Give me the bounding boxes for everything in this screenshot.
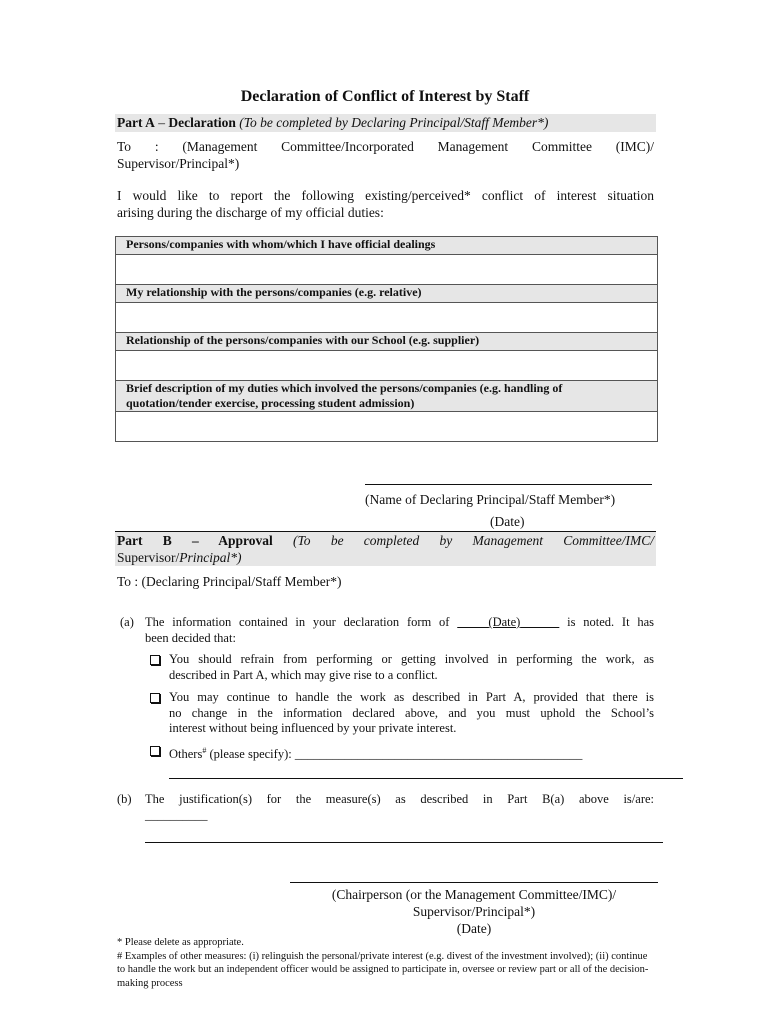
item-b-line2[interactable]: __________ [145, 808, 208, 822]
checkbox-icon [150, 693, 160, 703]
item-a-line1-post: is noted. It has [567, 615, 655, 629]
option3-mark: # [202, 746, 207, 755]
part-a-instruction: (To be completed by Declaring Principal/Staff Member*) [239, 115, 549, 130]
chairperson-signature-line[interactable] [290, 882, 658, 883]
chair-date: (Date) [456, 921, 492, 936]
checkbox-icon [150, 746, 160, 756]
item-a-date: (Date) [488, 615, 521, 629]
item-b-line1: The justification(s) for the measure(s) as described in Part B(a) above is/are: [145, 792, 654, 806]
footnotes [117, 936, 657, 990]
part-a-dash: – [154, 115, 169, 130]
footnote-1: * Please delete as appropriate. [117, 937, 244, 948]
table-field-duties[interactable] [116, 412, 658, 442]
part-b-instruction-line2a: Supervisor/ [117, 550, 180, 565]
option3-checkbox[interactable] [150, 745, 160, 760]
item-a-text [145, 614, 654, 646]
table-header-duties [116, 381, 658, 412]
item-b-label: (b) [117, 792, 132, 806]
option3-label: Others [169, 747, 203, 762]
part-b-header [115, 531, 656, 566]
chair-line1: (Chairperson (or the Management Committee/IMC)/ [331, 887, 617, 902]
part-b-heading: Part B – Approval [117, 533, 273, 548]
part-b-instruction-line2b: Principal*) [179, 550, 242, 565]
chair-line2: Supervisor/Principal*) [412, 904, 536, 919]
checkbox-icon [150, 655, 160, 665]
declaration-table [115, 236, 658, 442]
justification-line[interactable] [145, 842, 663, 843]
table-field-persons[interactable] [116, 255, 658, 285]
declarant-date-caption: (Date) [490, 514, 525, 529]
page-title: Declaration of Conflict of Interest by Staff [240, 88, 530, 105]
table-header-school-relationship: Relationship of the persons/companies with our School (e.g. supplier) [116, 333, 658, 351]
item-b-text [145, 791, 654, 823]
table-header-duties-line1: Brief description of my duties which involved the persons/companies (e.g. handling of [126, 381, 563, 395]
part-a-intro [117, 187, 654, 221]
part-a-to-line2: Supervisor/Principal*) [117, 156, 240, 171]
declarant-name-caption: (Name of Declaring Principal/Staff Member*) [365, 492, 616, 507]
option2-line1: You may continue to handle the work as described in Part A, provided that there is [169, 690, 654, 704]
part-b-instruction-line1: (To be completed by Management Committee/IMC/ [293, 533, 655, 548]
option1-checkbox[interactable] [150, 654, 160, 669]
item-a-label: (a) [120, 615, 134, 629]
option1-line1: You should refrain from performing or getting involved in performing the work, as [169, 652, 654, 666]
option1-text [169, 652, 654, 683]
table-header-relationship: My relationship with the persons/companies (e.g. relative) [116, 285, 658, 303]
table-field-relationship[interactable] [116, 303, 658, 333]
part-a-intro-line1: I would like to report the following existing/perceived* conflict of interest situation [117, 188, 654, 203]
option2-line3: interest without being influenced by your private interest. [169, 721, 457, 735]
option1-line2: described in Part A, which may give rise to a conflict. [169, 667, 438, 682]
part-a-heading: Part A [117, 115, 155, 130]
chairperson-caption [290, 886, 658, 937]
part-a-label: Declaration [168, 115, 236, 130]
part-a-intro-line2: arising during the discharge of my official duties: [117, 205, 384, 220]
part-a-to-line1: To : (Management Committee/Incorporated Management Committee (IMC)/ [117, 139, 654, 154]
declarant-signature-line[interactable] [365, 484, 652, 485]
table-header-persons: Persons/companies with whom/which I have official dealings [116, 237, 658, 255]
option2-checkbox[interactable] [150, 692, 160, 707]
table-field-school-relationship[interactable] [116, 351, 658, 381]
option3-specify-line[interactable] [169, 778, 683, 779]
option2-line2: no change in the information declared above, and you must uphold the School’s [169, 705, 654, 720]
option2-text [169, 690, 654, 737]
part-a-header [115, 114, 656, 132]
option3-text [169, 743, 654, 763]
item-a-line2: been decided that: [145, 631, 236, 645]
footnote-2: # Examples of other measures: (i) relinguish the personal/private interest (e.g. divest of the investment involved); (ii) continue to handle the work but an independent officer would be assigned to participate in, oversee or review part or all of the decision-making process [117, 950, 649, 989]
item-a-date-field[interactable] [457, 615, 559, 629]
part-b-to-line: To : (Declaring Principal/Staff Member*) [117, 574, 342, 589]
item-a-line1-pre: The information contained in your declaration form of [145, 615, 450, 629]
table-header-duties-line2: quotation/tender exercise, processing student admission) [126, 396, 415, 410]
option3-suffix[interactable]: (please specify): ______________________________________________ [206, 747, 583, 762]
